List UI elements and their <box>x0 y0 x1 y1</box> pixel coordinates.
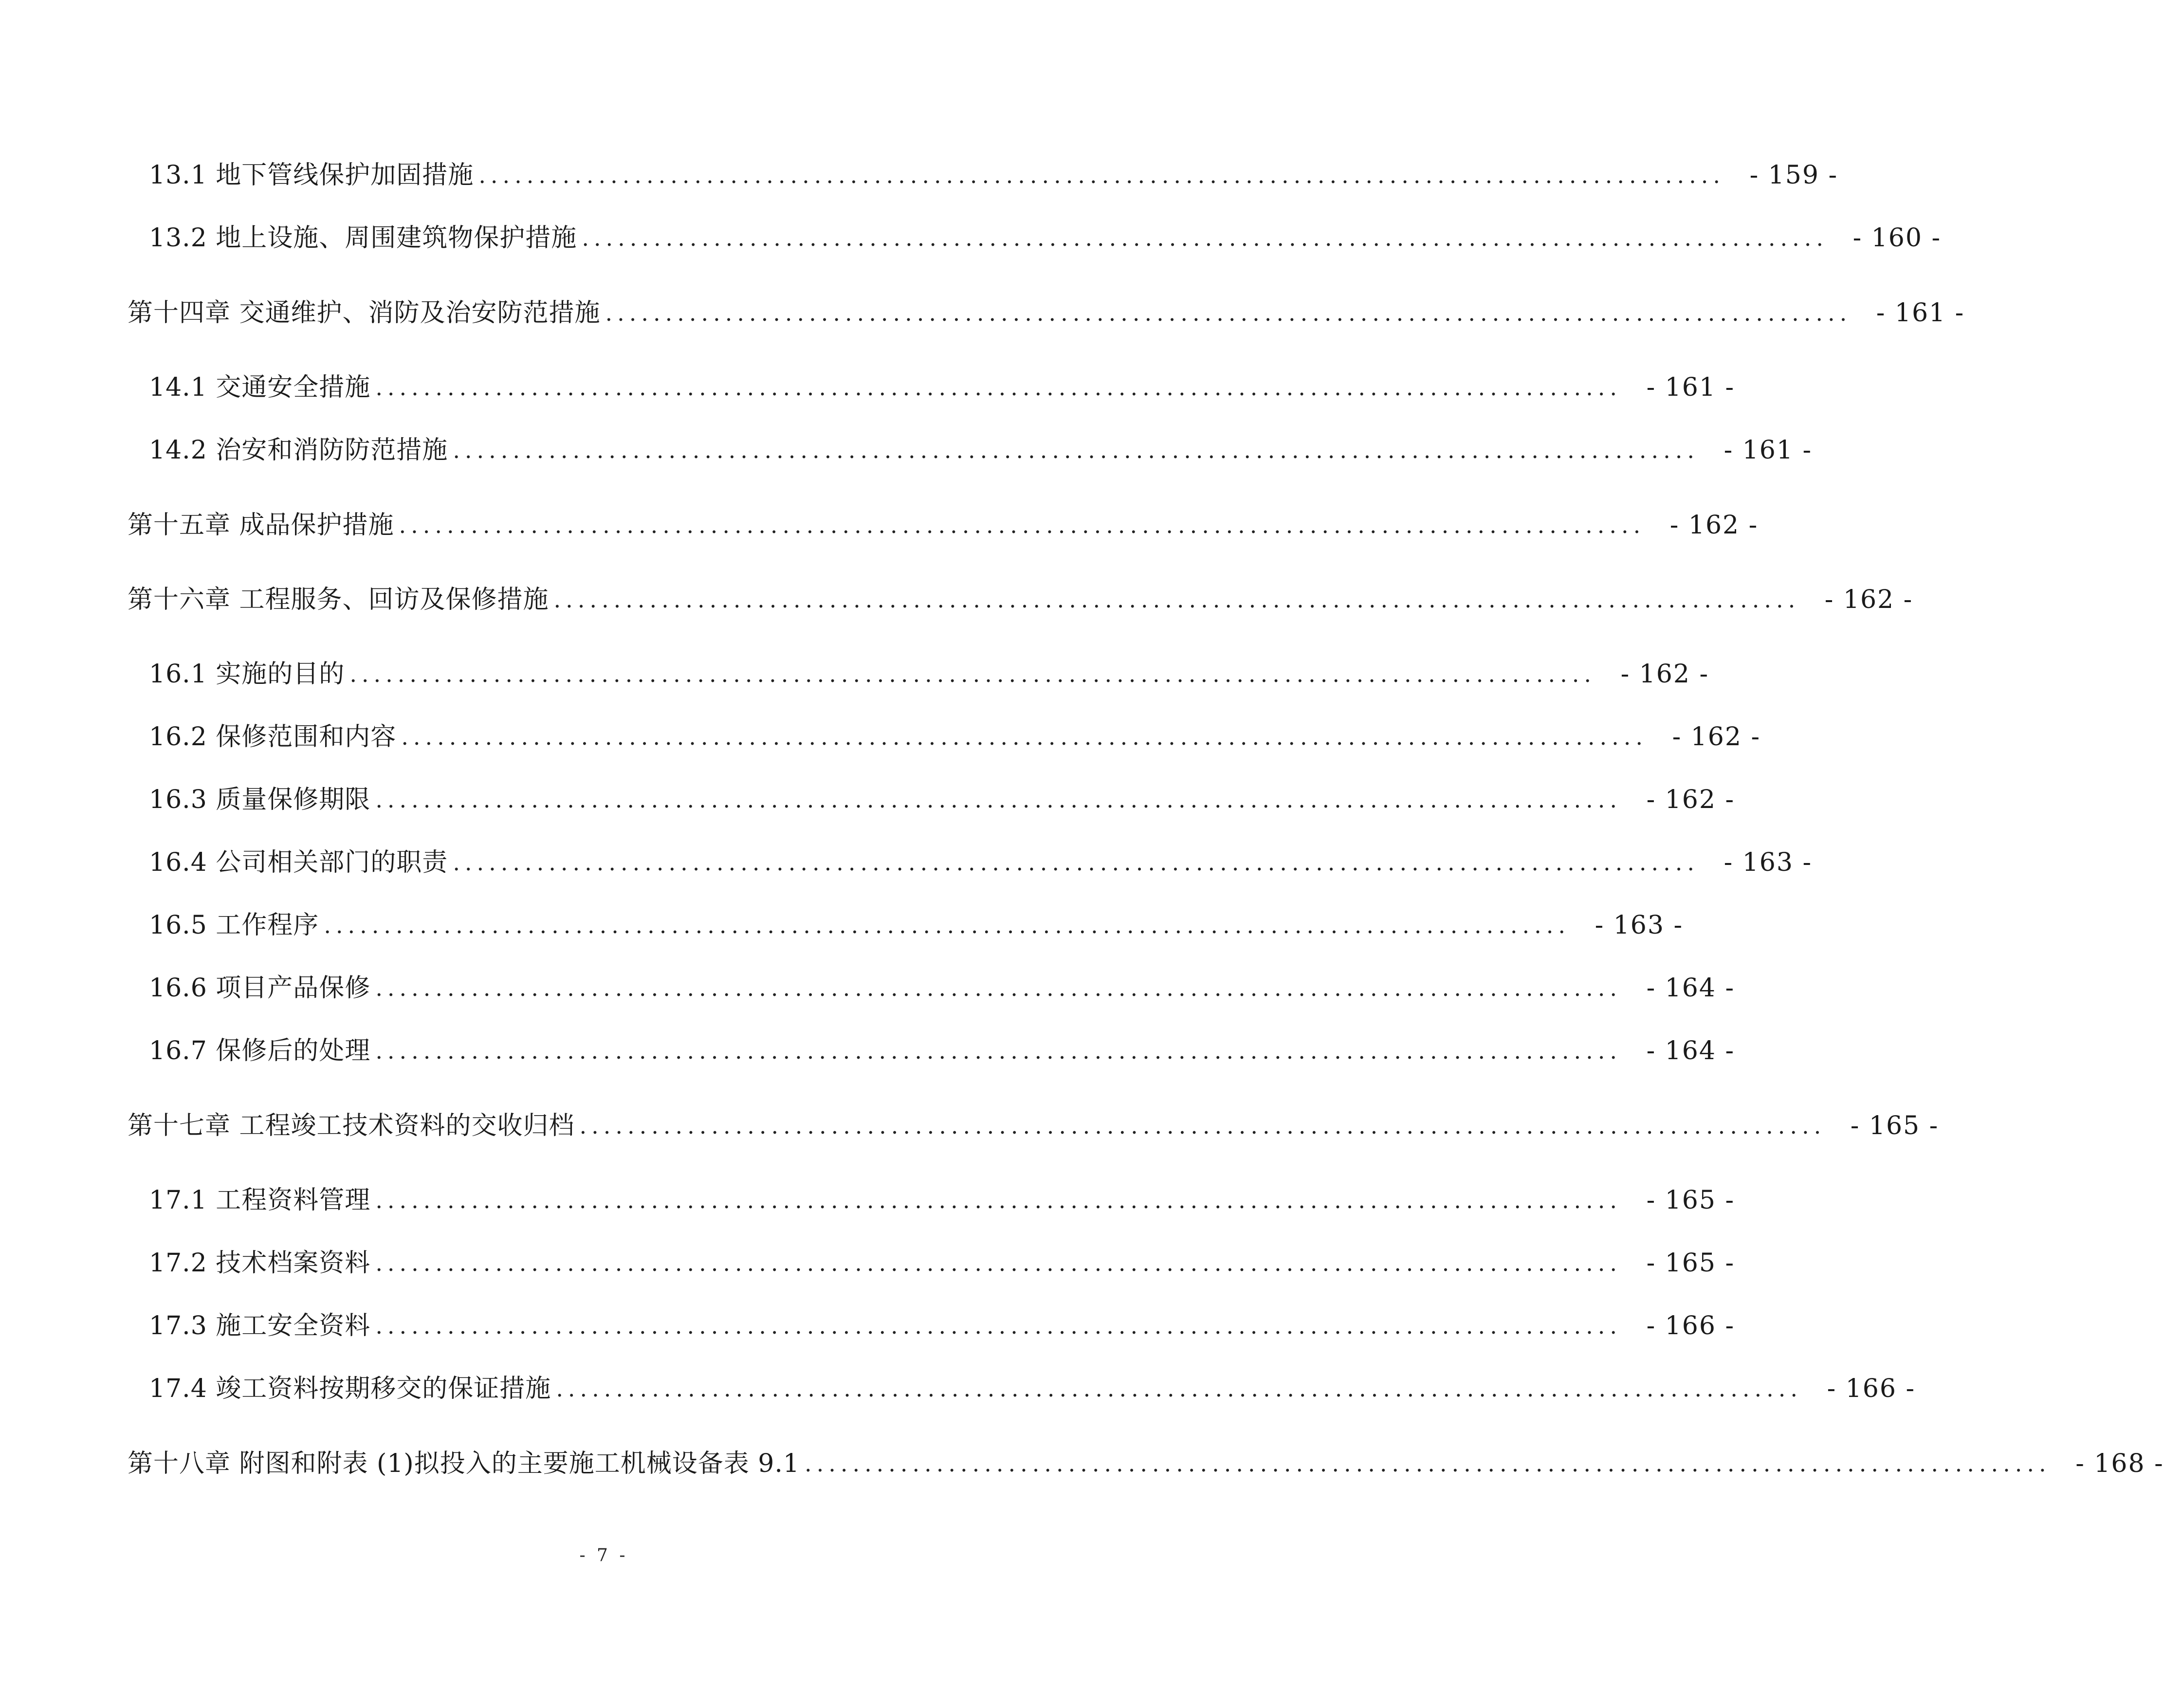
dot-leader: ........................................................................................................ <box>804 1451 2051 1477</box>
toc-entry-chapter-15[interactable] <box>128 503 1759 547</box>
toc-entry-17-2[interactable] <box>128 1241 1735 1285</box>
toc-entry-title: 16.2 保修范围和内容 <box>149 722 397 752</box>
toc-entry-page: - 162 - <box>1669 511 1759 540</box>
toc-entry-17-4[interactable] <box>128 1367 1916 1411</box>
toc-entry-title: 17.1 工程资料管理 <box>149 1186 371 1215</box>
toc-entry-title: 14.1 交通安全措施 <box>149 373 371 402</box>
dot-leader: ........................................................................................................ <box>349 661 1596 687</box>
toc-entry-title: 13.1 地下管线保护加固措施 <box>149 161 474 190</box>
dot-leader: ........................................................................................................ <box>375 1187 1622 1213</box>
toc-entry-chapter-16[interactable] <box>128 578 1913 622</box>
dot-leader: ........................................................................................................ <box>375 1250 1622 1276</box>
dot-leader: ........................................................................................................ <box>401 724 1648 750</box>
dot-leader: ........................................................................................................ <box>582 225 1829 251</box>
dot-leader: ........................................................................................................ <box>553 587 1800 613</box>
toc-entry-16-7[interactable] <box>128 1029 1735 1073</box>
toc-entry-title: 16.4 公司相关部门的职责 <box>149 848 448 877</box>
toc-entry-page: - 161 - <box>1724 436 1813 465</box>
toc-entry-14-1[interactable] <box>128 366 1735 409</box>
toc-entry-page: - 164 - <box>1646 973 1735 1003</box>
toc-entry-17-1[interactable] <box>128 1178 1735 1222</box>
toc-entry-page: - 163 - <box>1724 848 1813 877</box>
toc-entry-title: 16.6 项目产品保修 <box>149 973 371 1003</box>
toc-entry-title: 第十八章 附图和附表 (1)拟投入的主要施工机械设备表 9.1 <box>128 1449 800 1478</box>
toc-entry-title: 第十七章 工程竣工技术资料的交收归档 <box>128 1111 575 1140</box>
dot-leader: ........................................................................................................ <box>478 162 1725 188</box>
dot-leader: ........................................................................................................ <box>375 1313 1622 1339</box>
toc-entry-title: 16.7 保修后的处理 <box>149 1036 371 1065</box>
toc-entry-title: 17.2 技术档案资料 <box>149 1249 371 1278</box>
toc-entry-page: - 165 - <box>1646 1186 1735 1215</box>
toc-entry-16-1[interactable] <box>128 652 1709 696</box>
toc-entry-title: 13.2 地上设施、周围建筑物保护措施 <box>149 223 577 253</box>
toc-entry-page: - 166 - <box>1646 1311 1735 1341</box>
toc-entry-title: 14.2 治安和消防防范措施 <box>149 436 448 465</box>
toc-entry-13-2[interactable] <box>128 216 1942 260</box>
toc-entry-page: - 165 - <box>1850 1111 1939 1140</box>
toc-entry-page: - 161 - <box>1876 298 1965 328</box>
toc-entry-chapter-17[interactable] <box>128 1104 1939 1148</box>
toc-entry-page: - 159 - <box>1749 161 1838 190</box>
toc-entry-page: - 168 - <box>2075 1449 2164 1478</box>
dot-leader: ........................................................................................................ <box>605 300 1852 326</box>
toc-entry-title: 17.3 施工安全资料 <box>149 1311 371 1341</box>
dot-leader: ........................................................................................................ <box>324 912 1571 938</box>
page-number: - 7 - <box>579 1545 628 1565</box>
toc-entry-title: 第十六章 工程服务、回访及保修措施 <box>128 585 549 614</box>
dot-leader: ........................................................................................................ <box>375 374 1622 401</box>
dot-leader: ........................................................................................................ <box>375 975 1622 1001</box>
dot-leader: ........................................................................................................ <box>453 849 1700 876</box>
dot-leader: ........................................................................................................ <box>579 1113 1826 1139</box>
dot-leader: ........................................................................................................ <box>375 1038 1622 1064</box>
toc-entry-16-4[interactable] <box>128 841 1813 884</box>
toc-entry-title: 17.4 竣工资料按期移交的保证措施 <box>149 1374 551 1403</box>
toc-entry-page: - 163 - <box>1595 911 1684 940</box>
toc-entry-chapter-14[interactable] <box>128 291 1965 335</box>
toc-entry-page: - 165 - <box>1646 1249 1735 1278</box>
toc-entry-page: - 162 - <box>1620 660 1709 689</box>
toc-entry-16-3[interactable] <box>128 778 1735 822</box>
dot-leader: ........................................................................................................ <box>556 1376 1803 1402</box>
toc-entry-14-2[interactable] <box>128 428 1813 472</box>
toc-entry-page: - 161 - <box>1646 373 1735 402</box>
toc-entry-17-3[interactable] <box>128 1304 1735 1348</box>
toc-entry-page: - 162 - <box>1646 785 1735 814</box>
toc-entry-page: - 160 - <box>1852 223 1942 253</box>
toc-entry-chapter-18[interactable] <box>128 1442 2164 1486</box>
toc-entry-16-6[interactable] <box>128 966 1735 1010</box>
toc-entry-title: 16.3 质量保修期限 <box>149 785 371 814</box>
dot-leader: ........................................................................................................ <box>399 512 1646 538</box>
dot-leader: ........................................................................................................ <box>375 787 1622 813</box>
toc-entry-title: 第十四章 交通维护、消防及治安防范措施 <box>128 298 601 328</box>
toc-entry-13-1[interactable] <box>128 153 1838 197</box>
toc-entry-page: - 162 - <box>1824 585 1913 614</box>
toc-entry-title: 16.1 实施的目的 <box>149 660 345 689</box>
dot-leader: ........................................................................................................ <box>453 437 1700 463</box>
toc-entry-page: - 162 - <box>1672 722 1761 752</box>
toc-entry-title: 第十五章 成品保护措施 <box>128 511 394 540</box>
toc-entry-page: - 166 - <box>1827 1374 1916 1403</box>
toc-entry-page: - 164 - <box>1646 1036 1735 1065</box>
toc-entry-16-5[interactable] <box>128 903 1684 947</box>
toc-entry-16-2[interactable] <box>128 715 1761 759</box>
toc-entry-title: 16.5 工作程序 <box>149 911 319 940</box>
